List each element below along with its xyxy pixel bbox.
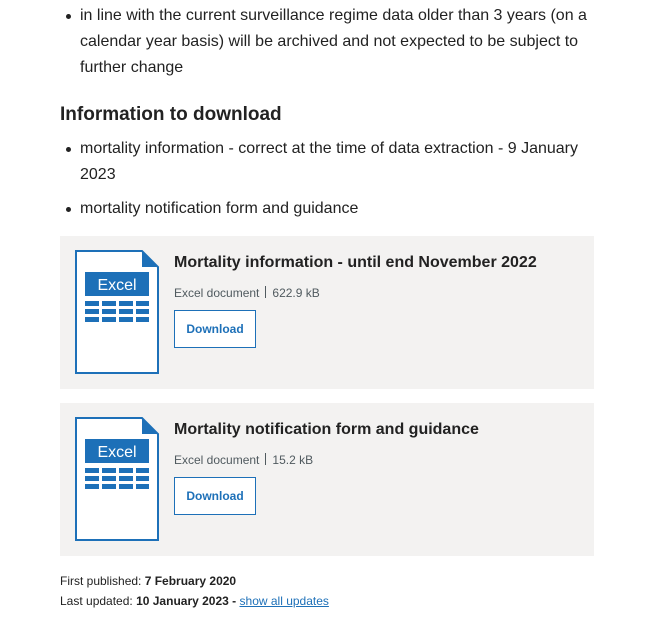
separator: [265, 286, 266, 298]
show-all-updates-link[interactable]: show all updates: [239, 594, 329, 608]
section-heading: Information to download: [60, 104, 282, 125]
attachment-size: 15.2 kB: [272, 453, 314, 467]
last-updated-date: 10 January 2023: [136, 594, 229, 608]
first-published: [60, 571, 329, 591]
attachment-metadata: [174, 285, 320, 301]
attachment-mortality-notification-form: [60, 403, 594, 556]
download-button[interactable]: Download: [174, 310, 256, 348]
list-item: mortality notification form and guidance: [60, 196, 594, 222]
last-updated-label: Last updated:: [60, 594, 133, 608]
list-item: in line with the current surveillance regime data older than 3 years (on a calendar year basis) will be archived and not expected to be subject to further change: [60, 3, 594, 81]
attachment-size: 622.9 kB: [272, 286, 320, 300]
attachment-title[interactable]: Mortality information - until end November 2022: [174, 254, 537, 271]
attachment-title[interactable]: Mortality notification form and guidance: [174, 421, 479, 438]
archive-policy-list: [60, 3, 594, 81]
publication-metadata: [60, 571, 329, 611]
download-info-list: [60, 136, 594, 230]
attachment-mortality-information: [60, 236, 594, 389]
excel-document-icon[interactable]: [75, 250, 159, 374]
first-published-label: First published:: [60, 574, 142, 588]
updates-separator: -: [232, 594, 237, 608]
attachment-metadata: [174, 452, 313, 468]
attachment-type: Excel document: [174, 286, 260, 300]
download-button[interactable]: Download: [174, 477, 256, 515]
attachment-type: Excel document: [174, 453, 260, 467]
excel-document-icon[interactable]: [75, 417, 159, 541]
excel-thumbnail-label: Excel: [97, 444, 137, 461]
first-published-date: 7 February 2020: [144, 574, 237, 588]
list-item: mortality information - correct at the time of data extraction - 9 January 2023: [60, 136, 594, 188]
excel-thumbnail-label: Excel: [97, 277, 137, 294]
last-updated: [60, 591, 329, 611]
separator: [265, 453, 266, 465]
